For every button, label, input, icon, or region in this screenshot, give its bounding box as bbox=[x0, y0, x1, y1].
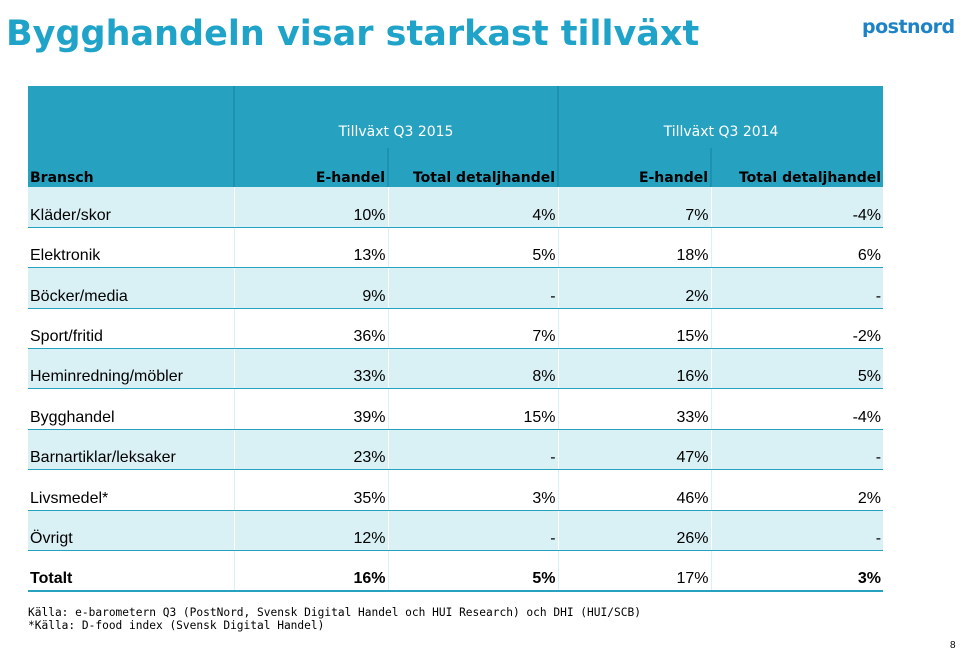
cell-total-2014: - bbox=[711, 510, 883, 550]
page-number: 8 bbox=[950, 640, 956, 651]
column-header-bransch: Bransch bbox=[28, 148, 234, 187]
cell-ehandel-2015: 12% bbox=[234, 510, 388, 550]
row-label: Elektronik bbox=[28, 227, 234, 267]
cell-total-2014: - bbox=[711, 268, 883, 308]
cell-ehandel-2015: 16% bbox=[234, 551, 388, 591]
cell-ehandel-2015: 9% bbox=[234, 268, 388, 308]
cell-ehandel-2014: 47% bbox=[558, 429, 711, 469]
group-header-empty bbox=[28, 86, 234, 148]
table-row bbox=[28, 187, 883, 227]
row-label: Livsmedel* bbox=[28, 470, 234, 510]
row-label: Totalt bbox=[28, 551, 234, 591]
group-header-q3-2015: Tillväxt Q3 2015 bbox=[234, 86, 558, 148]
cell-ehandel-2015: 35% bbox=[234, 470, 388, 510]
cell-total-2015: - bbox=[388, 510, 558, 550]
cell-total-2015: 5% bbox=[388, 551, 558, 591]
column-header-ehandel-2014: E-handel bbox=[558, 148, 711, 187]
cell-ehandel-2015: 23% bbox=[234, 429, 388, 469]
postnord-logo: postnord bbox=[862, 16, 955, 38]
cell-ehandel-2014: 17% bbox=[558, 551, 711, 591]
cell-total-2014: -2% bbox=[711, 308, 883, 348]
cell-total-2015: 8% bbox=[388, 349, 558, 389]
cell-ehandel-2015: 36% bbox=[234, 308, 388, 348]
slide-title: Bygghandeln visar starkast tillväxt bbox=[6, 14, 700, 54]
cell-ehandel-2014: 2% bbox=[558, 268, 711, 308]
cell-total-2014: -4% bbox=[711, 187, 883, 227]
row-label: Bygghandel bbox=[28, 389, 234, 429]
cell-total-2015: 3% bbox=[388, 470, 558, 510]
group-header-row bbox=[28, 86, 883, 148]
footnote-dfood: *Källa: D-food index (Svensk Digital Handel) bbox=[28, 619, 325, 632]
table-row bbox=[28, 268, 883, 308]
cell-total-2014: 2% bbox=[711, 470, 883, 510]
footnotes bbox=[28, 606, 641, 632]
row-label: Övrigt bbox=[28, 510, 234, 550]
cell-total-2015: 4% bbox=[388, 187, 558, 227]
cell-ehandel-2014: 33% bbox=[558, 389, 711, 429]
cell-ehandel-2015: 13% bbox=[234, 227, 388, 267]
table-row bbox=[28, 227, 883, 267]
row-label: Heminredning/möbler bbox=[28, 349, 234, 389]
table-row bbox=[28, 389, 883, 429]
cell-total-2015: 7% bbox=[388, 308, 558, 348]
column-header-ehandel-2015: E-handel bbox=[234, 148, 388, 187]
cell-total-2014: 5% bbox=[711, 349, 883, 389]
cell-ehandel-2014: 7% bbox=[558, 187, 711, 227]
table-row bbox=[28, 470, 883, 510]
cell-ehandel-2014: 26% bbox=[558, 510, 711, 550]
row-label: Barnartiklar/leksaker bbox=[28, 429, 234, 469]
footnote-source: Källa: e-barometern Q3 (PostNord, Svensk Digital Handel och HUI Research) och DHI (HUI/SCB) bbox=[28, 606, 641, 619]
cell-total-2015: - bbox=[388, 429, 558, 469]
cell-total-2015: 15% bbox=[388, 389, 558, 429]
growth-table bbox=[28, 86, 883, 592]
cell-ehandel-2014: 18% bbox=[558, 227, 711, 267]
table-row-total bbox=[28, 551, 883, 591]
cell-ehandel-2014: 46% bbox=[558, 470, 711, 510]
cell-ehandel-2015: 39% bbox=[234, 389, 388, 429]
table-row bbox=[28, 510, 883, 550]
cell-total-2014: - bbox=[711, 429, 883, 469]
cell-total-2015: - bbox=[388, 268, 558, 308]
cell-total-2014: 3% bbox=[711, 551, 883, 591]
table-row bbox=[28, 308, 883, 348]
column-header-row bbox=[28, 148, 883, 187]
cell-ehandel-2015: 33% bbox=[234, 349, 388, 389]
cell-ehandel-2014: 15% bbox=[558, 308, 711, 348]
cell-ehandel-2014: 16% bbox=[558, 349, 711, 389]
row-label: Böcker/media bbox=[28, 268, 234, 308]
cell-ehandel-2015: 10% bbox=[234, 187, 388, 227]
table-row bbox=[28, 429, 883, 469]
row-label: Sport/fritid bbox=[28, 308, 234, 348]
row-label: Kläder/skor bbox=[28, 187, 234, 227]
cell-total-2014: 6% bbox=[711, 227, 883, 267]
column-header-total-2014: Total detaljhandel bbox=[711, 148, 883, 187]
table-row bbox=[28, 349, 883, 389]
cell-total-2014: -4% bbox=[711, 389, 883, 429]
column-header-total-2015: Total detaljhandel bbox=[388, 148, 558, 187]
group-header-q3-2014: Tillväxt Q3 2014 bbox=[558, 86, 883, 148]
cell-total-2015: 5% bbox=[388, 227, 558, 267]
